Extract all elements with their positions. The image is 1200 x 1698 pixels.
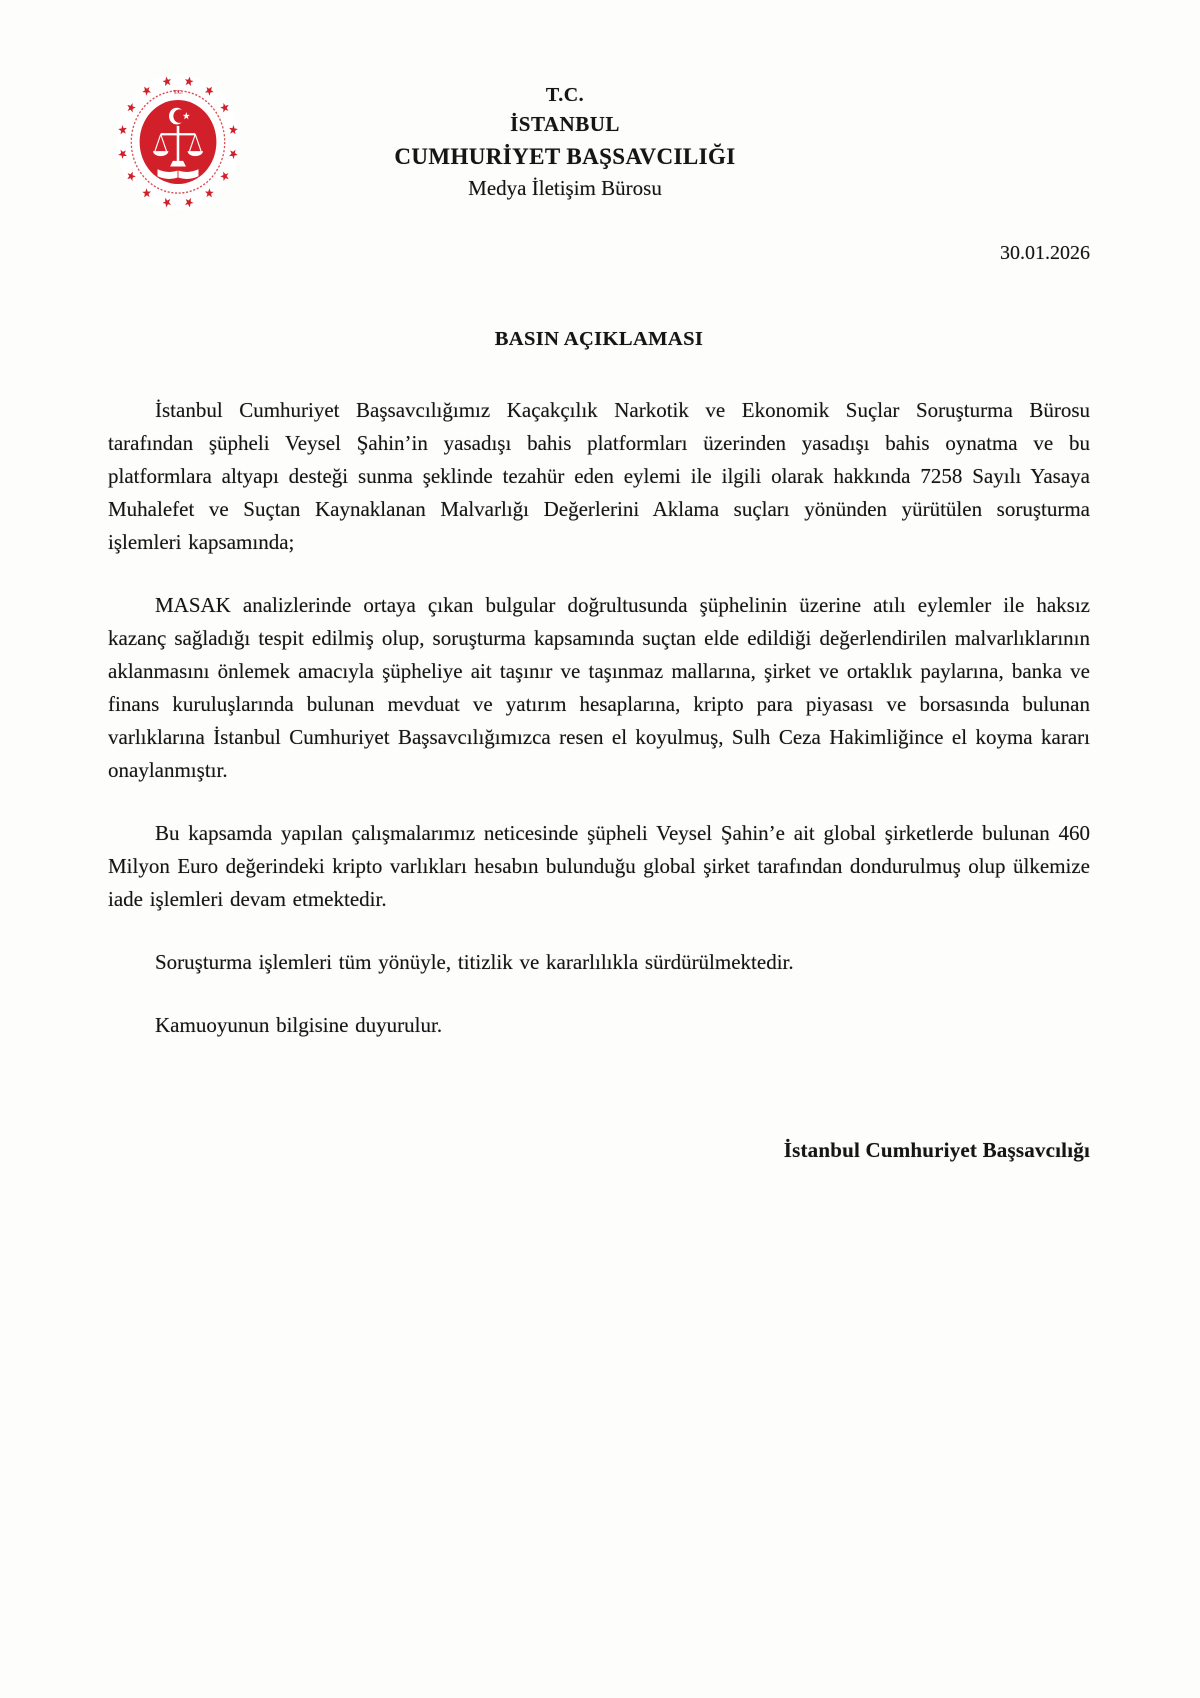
seal-tc-label: T.C. bbox=[173, 89, 183, 96]
letterhead-tc: T.C. bbox=[545, 84, 585, 106]
press-release-paragraph: Soruşturma işlemleri tüm yönüyle, titizlik ve kararlılıkla sürdürülmektedir. bbox=[155, 950, 794, 974]
signature-block: İstanbul Cumhuriyet Başsavcılığı bbox=[783, 1138, 1090, 1162]
press-release-paragraph: Bu kapsamda yapılan çalışmalarımız neticesinde şüpheli Veysel Şahin’e ait global şirketlerde bulunan 460 Milyon Euro değerindeki kripto varlıkları hesabın bulunduğu global şirket tarafından dondurulmuş olup ülkemize iade işlemleri devam etmektedir. bbox=[108, 821, 1090, 911]
press-release-paragraph: Kamuoyunun bilgisine duyurulur. bbox=[155, 1013, 443, 1037]
letterhead-text bbox=[115, 82, 1015, 203]
letterhead-office: CUMHURİYET BAŞSAVCILIĞI bbox=[394, 144, 736, 170]
press-release-paragraph: İstanbul Cumhuriyet Başsavcılığımız Kaçakçılık Narkotik ve Ekonomik Suçlar Soruşturma Bürosu tarafından şüpheli Veysel Şahin’in yasadışı bahis platformları üzerinden yasadışı bahis oynatma ve bu platformlara altyapı desteği sunma şeklinde tezahür eden eylemi ile ilgili olarak hakkında 7258 Sayılı Yasaya Muhalefet ve Suçtan Kaynaklanan Malvarlığı Değerlerini Aklama suçları yönünden yürütülen soruşturma işlemleri kapsamında; bbox=[108, 398, 1090, 554]
document-date: 30.01.2026 bbox=[1000, 242, 1090, 264]
press-release-paragraph: MASAK analizlerinde ortaya çıkan bulgular doğrultusunda şüphelinin üzerine atılı eylemler ile haksız kazanç sağladığı tespit edilmiş olup, soruşturma kapsamında suçtan elde edildiği değerlendirilen malvarlıklarının aklanmasını önlemek amacıyla şüpheliye ait taşınır ve taşınmaz mallarına, şirket ve ortaklık paylarına, banka ve finans kuruluşlarında bulunan mevduat ve yatırım hesaplarına, kripto para piyasası ve borsasında bulunan varlıklarına İstanbul Cumhuriyet Başsavcılığımızca resen el koyulmuş, Sulh Ceza Hakimliğince el koyma kararı onaylanmıştır. bbox=[108, 593, 1090, 782]
letterhead-city: İSTANBUL bbox=[510, 112, 620, 137]
letterhead bbox=[0, 70, 1200, 220]
letterhead-bureau: Medya İletişim Bürosu bbox=[468, 176, 662, 201]
document-title: BASIN AÇIKLAMASI bbox=[494, 328, 704, 350]
document-body bbox=[108, 394, 1090, 1163]
